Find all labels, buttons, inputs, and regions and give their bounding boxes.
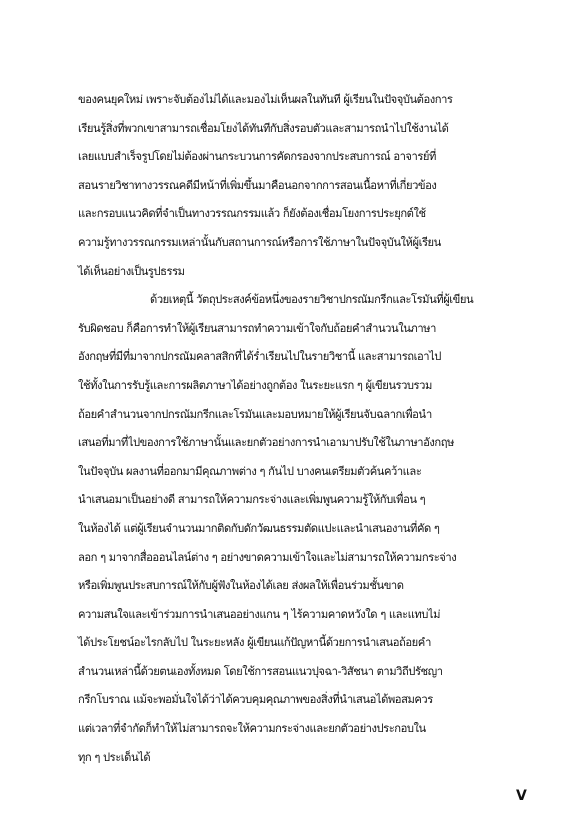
text-line: เรียนรู้สิ่งที่พวกเขาสามารถเชื่อมโยงได้ทันทีกับสิ่งรอบตัวและสามารถนำไปใช้งานได้ bbox=[78, 121, 449, 135]
text-line: เลยแบบสำเร็จรูปโดยไม่ต้องผ่านกระบวนการคัดกรองจากประสบการณ์ อาจารย์ที่ bbox=[78, 150, 436, 164]
text-line: กรีกโบราณ แม้จะพอมั่นใจได้ว่าได้ควบคุมคุณภาพของสิ่งที่นำเสนอได้พอสมควร bbox=[78, 693, 433, 707]
text-line: ลอก ๆ มาจากสื่อออนไลน์ต่าง ๆ อย่างขาดความเข้าใจและไม่สามารถให้ความกระจ่าง bbox=[78, 550, 457, 564]
text-line: ได้ประโยชน์อะไรกลับไป ในระยะหลัง ผู้เขียนแก้ปัญหานี้ด้วยการนำเสนอถ้อยคำ bbox=[78, 636, 432, 650]
text-line: เสนอที่มาที่ไปของการใช้ภาษานั้นและยกตัวอย่างการนำเอามาปรับใช้ในภาษาอังกฤษ bbox=[78, 436, 454, 450]
text-line: สำนวนเหล่านี้ด้วยตนเองทั้งหมด โดยใช้การสอนแนวปุจฉา-วิสัชนา ตามวิถีปรัชญา bbox=[78, 664, 443, 678]
text-line: รับผิดชอบ ก็คือการทำให้ผู้เรียนสามารถทำความเข้าใจกับถ้อยคำสำนวนในภาษา bbox=[78, 321, 436, 335]
text-line: ถ้อยคำสำนวนจากปกรณัมกรีกและโรมันและมอบหมายให้ผู้เรียนจับฉลากเพื่อนำ bbox=[78, 407, 432, 421]
text-line: สอนรายวิชาทางวรรณคดีมีหน้าที่เพิ่มขึ้นมาคือนอกจากการสอนเนื้อหาที่เกี่ยวข้อง bbox=[78, 178, 437, 192]
text-line: ใช้ทั้งในการรับรู้และการผลิตภาษาได้อย่างถูกต้อง ในระยะแรก ๆ ผู้เขียนรวบรวม bbox=[78, 378, 432, 392]
text-line: หรือเพิ่มพูนประสบการณ์ให้กับผู้ฟังในห้องได้เลย ส่งผลให้เพื่อนร่วมชั้นขาด bbox=[78, 579, 404, 593]
text-line: ทุก ๆ ประเด็นได้ bbox=[78, 750, 151, 764]
page-number: V bbox=[516, 788, 527, 804]
text-line: ของคนยุคใหม่ เพราะจับต้องไม่ได้และมองไม่เห็นผลในทันที ผู้เรียนในปัจจุบันต้องการ bbox=[78, 93, 453, 106]
body-text bbox=[78, 86, 508, 772]
text-line: นำเสนอมาเป็นอย่างดี สามารถให้ความกระจ่างและเพิ่มพูนความรู้ให้กับเพื่อน ๆ bbox=[78, 493, 426, 507]
text-line: ความรู้ทางวรรณกรรมเหล่านั้นกับสถานการณ์หรือการใช้ภาษาในปัจจุบันให้ผู้เรียน bbox=[78, 235, 441, 249]
text-line: ได้เห็นอย่างเป็นรูปธรรม bbox=[78, 264, 185, 278]
paragraph-first-line: ด้วยเหตุนี้ วัตถุประสงค์ข้อหนึ่งของรายวิชาปกรณัมกรีกและโรมันที่ผู้เขียน bbox=[150, 293, 474, 307]
text-line: แต่เวลาที่จำกัดก็ทำให้ไม่สามารถจะให้ความกระจ่างและยกตัวอย่างประกอบใน bbox=[78, 722, 426, 736]
text-line: และกรอบแนวคิดที่จำเป็นทางวรรณกรรมแล้ว ก็ยังต้องเชื่อมโยงการประยุกต์ใช้ bbox=[78, 207, 426, 221]
text-line: ความสนใจและเข้าร่วมการนำเสนออย่างแกน ๆ ไร้ความคาดหวังใด ๆ และแทบไม่ bbox=[78, 607, 441, 621]
text-line: อังกฤษที่มีที่มาจากปกรณัมคลาสสิกที่ได้ร่ำเรียนไปในรายวิชานี้ และสามารถเอาไป bbox=[78, 350, 441, 364]
text-line: ในปัจจุบัน ผลงานที่ออกมามีคุณภาพต่าง ๆ กันไป บางคนเตรียมตัวค้นคว้าและ bbox=[78, 464, 422, 478]
text-line: ในห้องได้ แต่ผู้เรียนจำนวนมากติดกับดักวัฒนธรรมตัดแปะและนำเสนองานที่คัด ๆ bbox=[78, 521, 440, 535]
